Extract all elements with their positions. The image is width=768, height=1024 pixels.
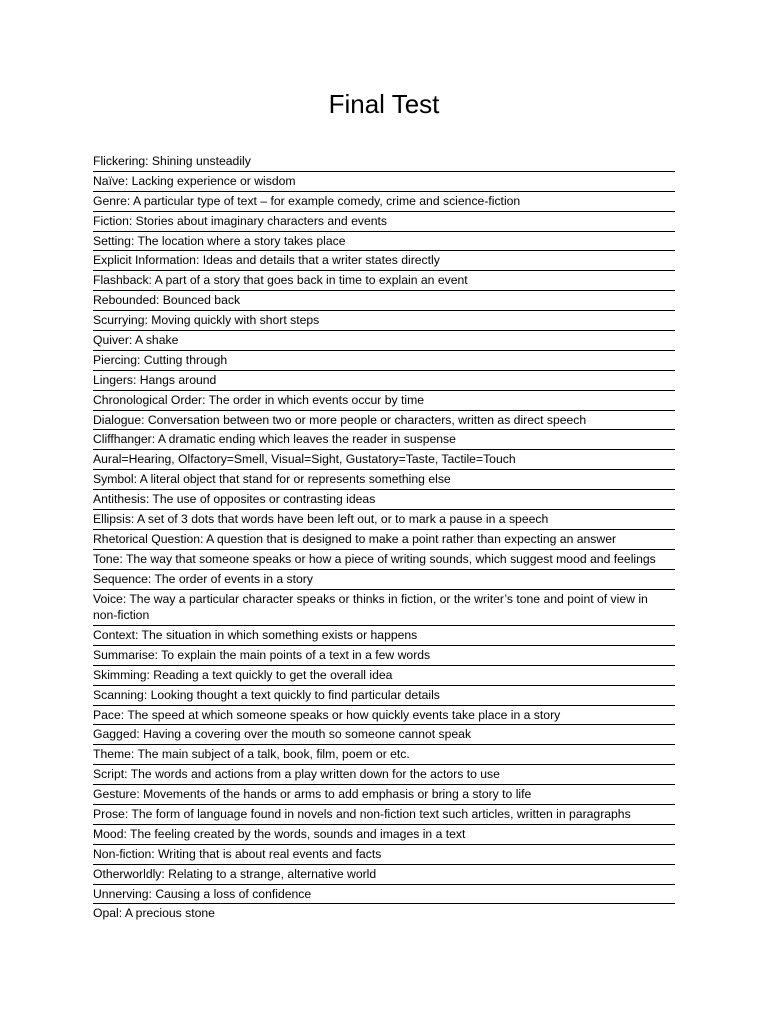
glossary-entry: Tone: The way that someone speaks or how a piece of writing sounds, which suggest mood and feelings — [93, 550, 675, 570]
glossary-entry: Scanning: Looking thought a text quickly to find particular details — [93, 686, 675, 706]
glossary-entry: Gesture: Movements of the hands or arms to add emphasis or bring a story to life — [93, 785, 675, 805]
glossary-entry: Fiction: Stories about imaginary characters and events — [93, 212, 675, 232]
glossary-entry: Cliffhanger: A dramatic ending which leaves the reader in suspense — [93, 430, 675, 450]
glossary-entry: Lingers: Hangs around — [93, 371, 675, 391]
glossary-entry: Script: The words and actions from a play written down for the actors to use — [93, 765, 675, 785]
glossary-entry: Summarise: To explain the main points of a text in a few words — [93, 646, 675, 666]
glossary-entry: Aural=Hearing, Olfactory=Smell, Visual=Sight, Gustatory=Taste, Tactile=Touch — [93, 450, 675, 470]
glossary-entry: Voice: The way a particular character speaks or thinks in fiction, or the writer’s tone and point of view in non-fiction — [93, 590, 675, 626]
glossary-entry: Rhetorical Question: A question that is designed to make a point rather than expecting an answer — [93, 530, 675, 550]
glossary-entry: Ellipsis: A set of 3 dots that words have been left out, or to mark a pause in a speech — [93, 510, 675, 530]
glossary-entry: Context: The situation in which something exists or happens — [93, 626, 675, 646]
glossary-entry: Pace: The speed at which someone speaks or how quickly events take place in a story — [93, 706, 675, 726]
glossary-entry: Naïve: Lacking experience or wisdom — [93, 172, 675, 192]
page-title: Final Test — [328, 89, 440, 119]
glossary-entry: Unnerving: Causing a loss of confidence — [93, 885, 675, 905]
glossary-entry: Symbol: A literal object that stand for or represents something else — [93, 470, 675, 490]
glossary-entry: Sequence: The order of events in a story — [93, 570, 675, 590]
glossary-entry: Rebounded: Bounced back — [93, 291, 675, 311]
glossary-entry: Quiver: A shake — [93, 331, 675, 351]
glossary-entry: Non-fiction: Writing that is about real events and facts — [93, 845, 675, 865]
glossary-entry: Dialogue: Conversation between two or more people or characters, written as direct speech — [93, 411, 675, 431]
glossary-entry: Chronological Order: The order in which events occur by time — [93, 391, 675, 411]
glossary-entry: Mood: The feeling created by the words, sounds and images in a text — [93, 825, 675, 845]
glossary-entry: Gagged: Having a covering over the mouth so someone cannot speak — [93, 725, 675, 745]
glossary-entry: Prose: The form of language found in novels and non-fiction text such articles, written in paragraphs — [93, 805, 675, 825]
glossary-list — [93, 152, 675, 923]
glossary-entry: Genre: A particular type of text – for example comedy, crime and science-fiction — [93, 192, 675, 212]
glossary-entry: Explicit Information: Ideas and details that a writer states directly — [93, 251, 675, 271]
glossary-entry: Otherworldly: Relating to a strange, alternative world — [93, 865, 675, 885]
glossary-entry: Scurrying: Moving quickly with short steps — [93, 311, 675, 331]
glossary-entry: Flickering: Shining unsteadily — [93, 152, 675, 172]
glossary-entry: Theme: The main subject of a talk, book, film, poem or etc. — [93, 745, 675, 765]
glossary-entry: Flashback: A part of a story that goes back in time to explain an event — [93, 271, 675, 291]
glossary-entry: Antithesis: The use of opposites or contrasting ideas — [93, 490, 675, 510]
glossary-entry: Skimming: Reading a text quickly to get the overall idea — [93, 666, 675, 686]
glossary-entry: Piercing: Cutting through — [93, 351, 675, 371]
glossary-entry: Setting: The location where a story takes place — [93, 232, 675, 252]
glossary-entry: Opal: A precious stone — [93, 906, 215, 921]
